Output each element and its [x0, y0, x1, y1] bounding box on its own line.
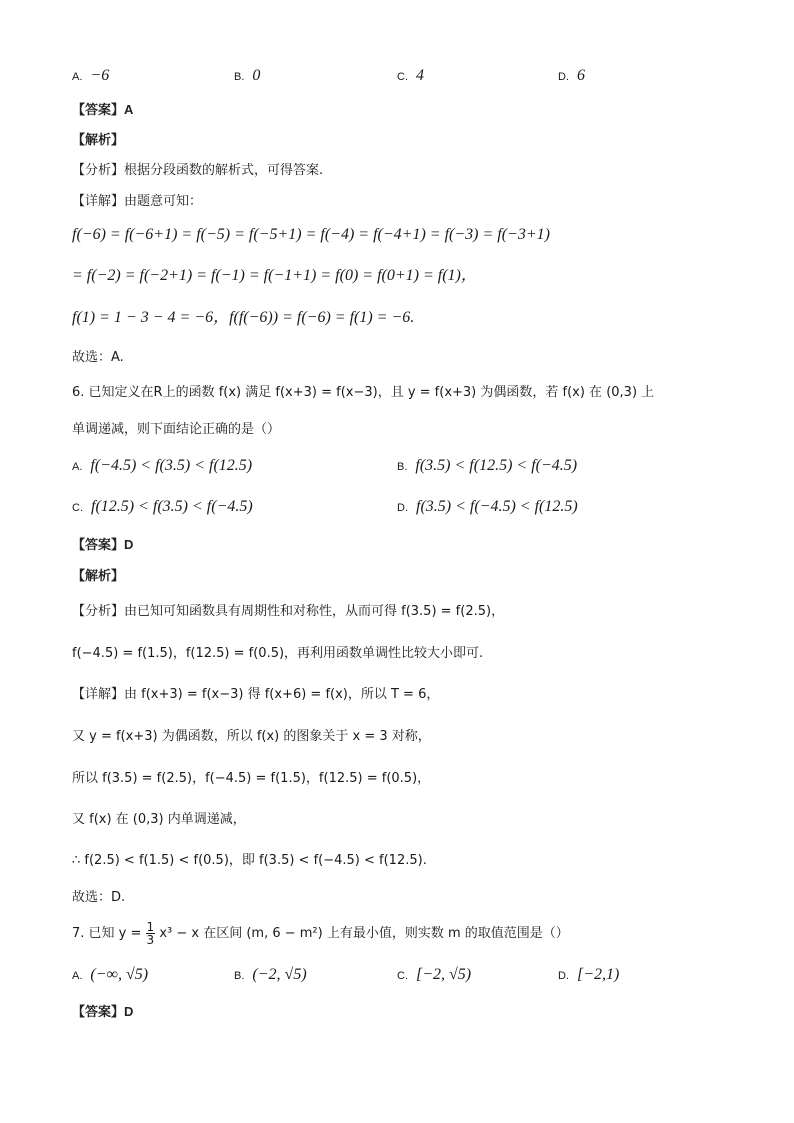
option-label: D.	[558, 970, 569, 982]
q6-xiangjie-line-5: ∴ f(2.5) < f(1.5) < f(0.5)，即 f(3.5) < f(−4.5) < f(12.5).	[72, 853, 427, 868]
option-label: D.	[558, 71, 569, 83]
fraction-denominator: 3	[146, 933, 155, 947]
option-value: f(3.5) < f(12.5) < f(−4.5)	[415, 457, 578, 474]
q5-fenxi: 【分析】根据分段函数的解析式，可得答案.	[72, 163, 324, 178]
option-value: f(12.5) < f(3.5) < f(−4.5)	[91, 498, 253, 515]
q5-option-a	[72, 67, 109, 86]
q5-option-c	[397, 67, 424, 86]
q7-option-a	[72, 966, 148, 985]
option-value: f(−4.5) < f(3.5) < f(12.5)	[90, 457, 253, 474]
option-label: D.	[397, 502, 408, 514]
q5-option-d	[558, 67, 585, 86]
fraction-numerator: 1	[146, 920, 155, 934]
option-value: 4	[416, 67, 424, 84]
q5-xiangjie: 【详解】由题意可知：	[72, 194, 203, 209]
q7-stem	[72, 921, 569, 946]
option-label: A.	[72, 461, 83, 473]
option-label: C.	[72, 502, 83, 514]
q5-equation-1: f(−6) = f(−6+1) = f(−5) = f(−5+1) = f(−4) = f(−4+1) = f(−3) = f(−3+1)	[72, 226, 550, 243]
option-value: 0	[252, 67, 261, 84]
q6-option-a	[72, 457, 252, 476]
q7-option-d	[558, 966, 619, 985]
fraction	[146, 921, 156, 946]
option-value: −6	[90, 67, 110, 84]
q7-answer: 【答案】D	[72, 1004, 134, 1019]
q6-analysis-heading: 【解析】	[72, 568, 125, 583]
q6-choose: 故选：D.	[72, 890, 126, 905]
option-label: B.	[397, 461, 408, 473]
option-value: [−2, √5)	[416, 966, 472, 983]
q7-stem-start: 7. 已知 y =	[72, 926, 142, 941]
option-label: A.	[72, 71, 83, 83]
q5-answer: 【答案】A	[72, 102, 134, 117]
q6-xiangjie-line-1: 【详解】由 f(x+3) = f(x−3) 得 f(x+6) = f(x)，所以 T = 6，	[72, 687, 440, 702]
option-label: C.	[397, 71, 408, 83]
option-value: [−2,1)	[577, 966, 620, 983]
q5-option-b	[234, 67, 260, 86]
q7-stem-end: x³ − x 在区间 (m, 6 − m²) 上有最小值，则实数 m 的取值范围是（）	[159, 926, 569, 941]
option-label: C.	[397, 970, 408, 982]
q6-option-d	[397, 498, 578, 517]
q5-analysis-heading: 【解析】	[72, 132, 125, 147]
q5-choose: 故选：A.	[72, 350, 124, 365]
q6-option-c	[72, 498, 253, 517]
option-label: A.	[72, 970, 83, 982]
option-label: B.	[234, 970, 245, 982]
q6-xiangjie-line-4: 又 f(x) 在 (0,3) 内单调递减，	[72, 812, 246, 827]
option-label: B.	[234, 71, 245, 83]
q7-option-c	[397, 966, 471, 985]
q6-fenxi-line-2: f(−4.5) = f(1.5)，f(12.5) = f(0.5)，再利用函数单调性比较大小即可.	[72, 646, 484, 661]
option-value: f(3.5) < f(−4.5) < f(12.5)	[416, 498, 578, 515]
q6-xiangjie-line-2: 又 y = f(x+3) 为偶函数，所以 f(x) 的图象关于 x = 3 对称，	[72, 729, 431, 744]
q5-equation-3: f(1) = 1 − 3 − 4 = −6，f(f(−6)) = f(−6) = f(1) = −6.	[72, 309, 415, 326]
q6-stem-line-1: 6. 已知定义在R上的函数 f(x) 满足 f(x+3) = f(x−3)，且 y = f(x+3) 为偶函数，若 f(x) 在 (0,3) 上	[72, 385, 655, 400]
q6-stem-line-2: 单调递减，则下面结论正确的是（）	[72, 422, 281, 437]
q5-equation-2: = f(−2) = f(−2+1) = f(−1) = f(−1+1) = f(0) = f(0+1) = f(1)，	[72, 267, 477, 284]
q6-answer: 【答案】D	[72, 537, 134, 552]
option-value: (−∞, √5)	[90, 966, 149, 983]
q7-option-b	[234, 966, 307, 985]
option-value: (−2, √5)	[252, 966, 307, 983]
option-value: 6	[577, 67, 585, 84]
q6-option-b	[397, 457, 577, 476]
q6-xiangjie-line-3: 所以 f(3.5) = f(2.5)，f(−4.5) = f(1.5)，f(12.5) = f(0.5)，	[72, 771, 431, 786]
q6-fenxi-line-1: 【分析】由已知可知函数具有周期性和对称性，从而可得 f(3.5) = f(2.5)，	[72, 604, 505, 619]
